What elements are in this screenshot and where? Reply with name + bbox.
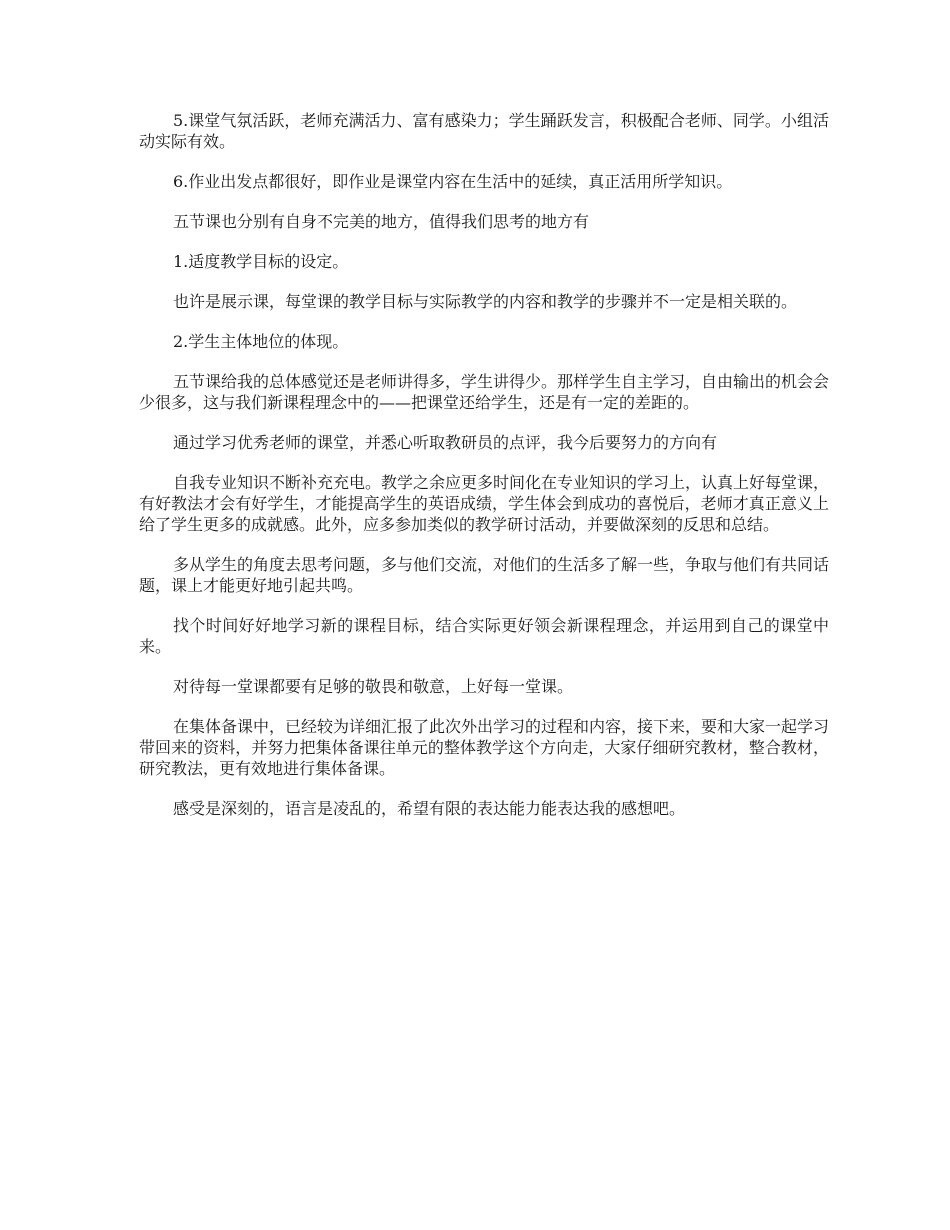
paragraph-5: 也许是展示课，每堂课的教学目标与实际教学的内容和教学的步骤并不一定是相关联的。: [173, 292, 798, 311]
paragraph-4: 1.适度教学目标的设定。: [173, 252, 349, 271]
paragraph-10: 多从学生的角度去思考问题，多与他们交流，对他们的生活多了解一些，争取与他们有共同话题，课上才能更好地引起共鸣。: [139, 555, 830, 595]
paragraph-6: 2.学生主体地位的体现。: [173, 332, 349, 351]
paragraph-3: 五节课也分别有自身不完美的地方，值得我们思考的地方有: [173, 212, 590, 231]
paragraph-12: 对待每一堂课都要有足够的敬畏和敬意，上好每一堂课。: [173, 677, 574, 696]
paragraph-1: 5.课堂气氛活跃，老师充满活力、富有感染力；学生踊跃发言，积极配合老师、同学。小组活动实际有效。: [139, 111, 829, 151]
paragraph-9: 自我专业知识不断补充充电。教学之余应更多时间化在专业知识的学习上，认真上好每堂课，有好教法才会有好学生，才能提高学生的英语成绩，学生体会到成功的喜悦后，老师才真正意义上给了学生更多的成就感。此外，应多参加类似的教学研讨活动，并要做深刻的反思和总结。: [139, 473, 830, 534]
paragraph-14: 感受是深刻的，语言是凌乱的，希望有限的表达能力能表达我的感想吧。: [173, 799, 686, 818]
paragraph-7: 五节课给我的总体感觉还是老师讲得多，学生讲得少。那样学生自主学习，自由输出的机会会少很多，这与我们新课程理念中的——把课堂还给学生，还是有一定的差距的。: [139, 372, 830, 412]
paragraph-2: 6.作业出发点都很好，即作业是课堂内容在生活中的延续，真正活用所学知识。: [173, 172, 733, 191]
document-body: [139, 110, 829, 838]
paragraph-13: 在集体备课中，已经较为详细汇报了此次外出学习的过程和内容，接下来，要和大家一起学习带回来的资料，并努力把集体备课往单元的整体教学这个方向走，大家仔细研究教材，整合教材，研究教法，更有效地进行集体备课。: [139, 717, 830, 778]
paragraph-8: 通过学习优秀老师的课堂，并悉心听取教研员的点评，我今后要努力的方向有: [173, 433, 718, 452]
paragraph-11: 找个时间好好地学习新的课程目标，结合实际更好领会新课程理念，并运用到自己的课堂中来。: [139, 616, 829, 656]
